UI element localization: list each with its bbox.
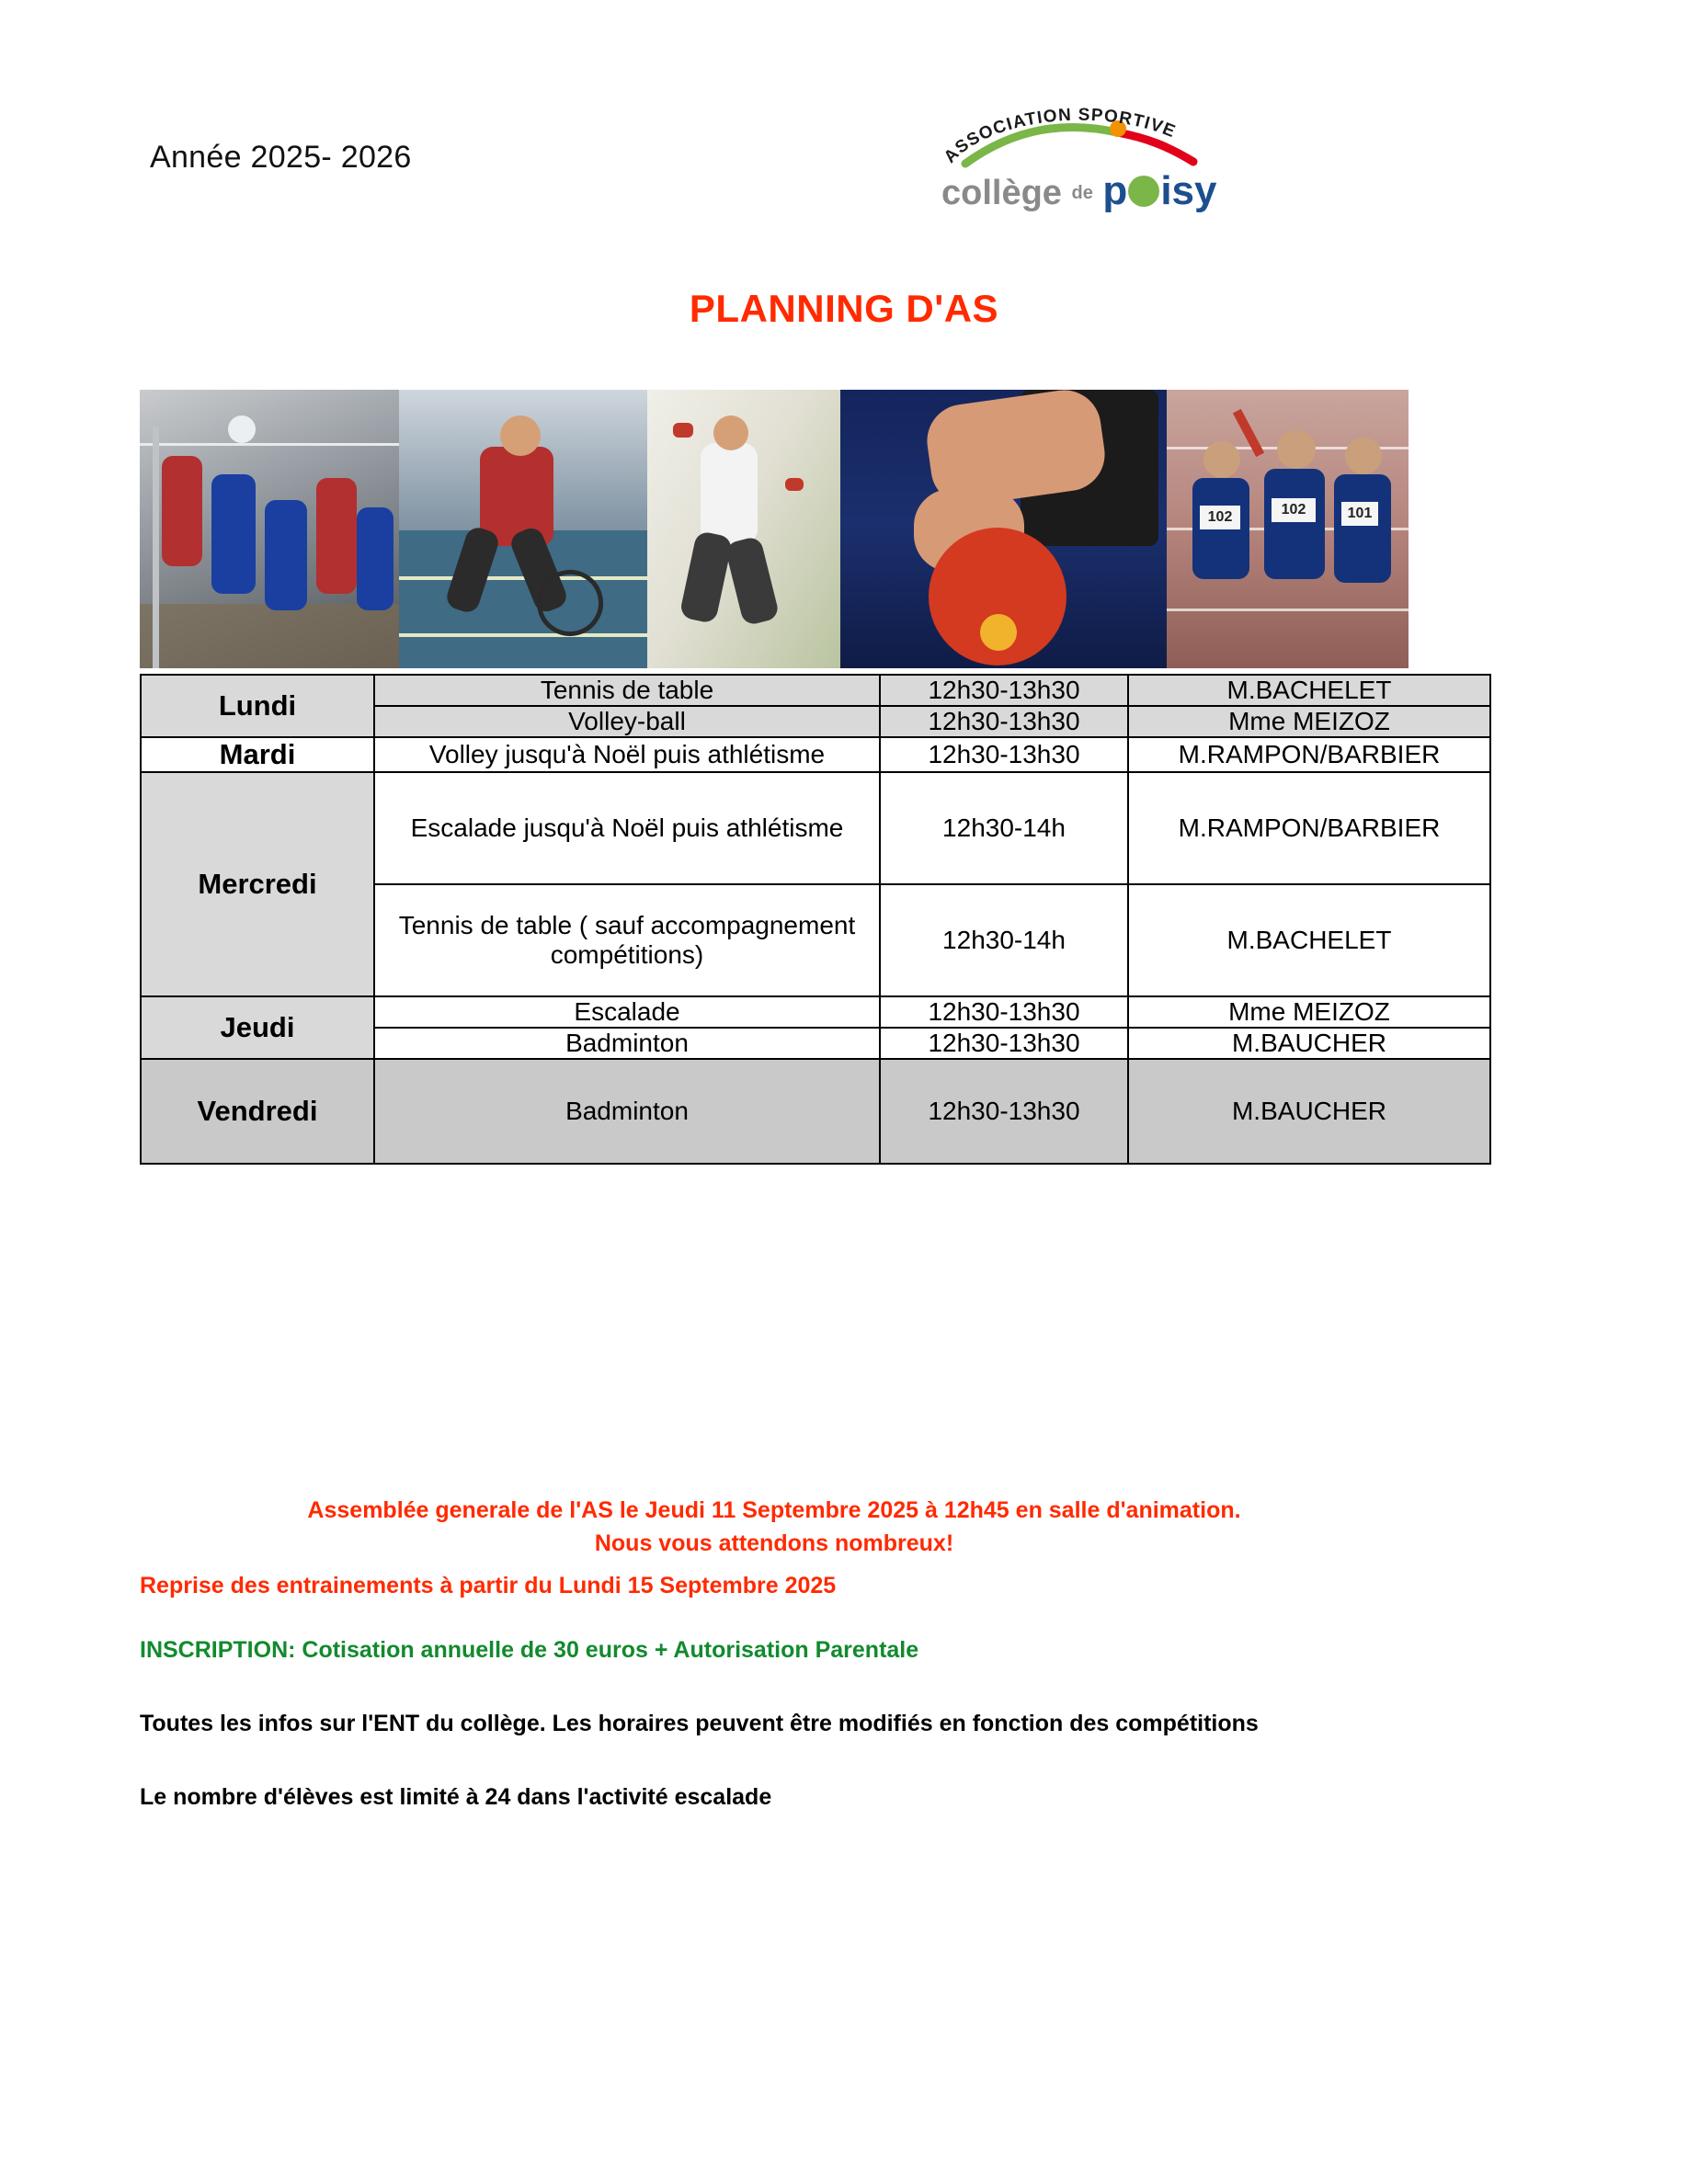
runner-body xyxy=(1264,469,1325,579)
schedule-teacher: M.BACHELET xyxy=(1128,884,1490,996)
schedule-time: 12h30-13h30 xyxy=(880,706,1128,737)
logo-poisy-word: p isy xyxy=(1102,168,1217,213)
schedule-activity: Tennis de table ( sauf accompagnement compétitions) xyxy=(374,884,880,996)
volleyball-player xyxy=(357,507,393,610)
logo-college-word: collège xyxy=(941,174,1062,212)
runner-head xyxy=(1345,438,1382,474)
volleyball-ball xyxy=(228,415,256,443)
schedule-teacher: M.RAMPON/BARBIER xyxy=(1128,772,1490,884)
photo-strip xyxy=(140,390,1409,668)
school-year-label: Année 2025- 2026 xyxy=(150,140,412,175)
volleyball-photo xyxy=(140,390,399,668)
schedule-activity: Volley jusqu'à Noël puis athlétisme xyxy=(374,737,880,772)
athletics-photo xyxy=(1167,390,1409,668)
association-logo xyxy=(929,101,1232,230)
info-note: Toutes les infos sur l'ENT du collège. Les horaires peuvent être modifiés en fonction des compétitions xyxy=(140,1711,1259,1736)
schedule-body xyxy=(141,675,1490,1164)
schedule-teacher: M.BACHELET xyxy=(1128,675,1490,706)
schedule-day: Mardi xyxy=(141,737,374,772)
runner-bib: 101 xyxy=(1341,502,1378,526)
volleyball-player xyxy=(162,456,202,566)
runner-bib: 102 xyxy=(1272,498,1316,522)
page-title: PLANNING D'AS xyxy=(689,287,999,330)
schedule-day: Vendredi xyxy=(141,1059,374,1164)
badminton-player-head xyxy=(500,415,541,456)
table-row xyxy=(141,1059,1490,1164)
schedule-activity: Tennis de table xyxy=(374,675,880,706)
schedule-teacher: Mme MEIZOZ xyxy=(1128,996,1490,1028)
climbing-hold xyxy=(785,478,804,491)
runner-body xyxy=(1334,474,1391,583)
table-tennis-ball-icon xyxy=(980,614,1017,651)
table-row xyxy=(141,996,1490,1028)
badminton-court-line xyxy=(399,633,647,637)
assembly-note-line1: Assemblée generale de l'AS le Jeudi 11 Septembre 2025 à 12h45 en salle d'animation. xyxy=(307,1497,1241,1523)
schedule-time: 12h30-13h30 xyxy=(880,675,1128,706)
volleyball-player xyxy=(211,474,256,594)
climber-head xyxy=(713,415,748,450)
schedule-time: 12h30-14h xyxy=(880,772,1128,884)
schedule-time: 12h30-13h30 xyxy=(880,1028,1128,1059)
schedule-teacher: M.RAMPON/BARBIER xyxy=(1128,737,1490,772)
table-tennis-photo xyxy=(840,390,1167,668)
document-header xyxy=(0,105,1688,248)
schedule-time: 12h30-13h30 xyxy=(880,996,1128,1028)
schedule-time: 12h30-14h xyxy=(880,884,1128,996)
volleyball-floor xyxy=(140,604,399,668)
schedule-activity: Badminton xyxy=(374,1059,880,1164)
logo-green-dot-icon xyxy=(1128,176,1159,207)
schedule-activity: Escalade jusqu'à Noël puis athlétisme xyxy=(374,772,880,884)
climber-body xyxy=(701,443,758,544)
runner-head xyxy=(1203,441,1240,478)
runner-bib: 102 xyxy=(1200,506,1240,529)
inscription-note: INSCRIPTION: Cotisation annuelle de 30 euros + Autorisation Parentale xyxy=(140,1637,919,1663)
schedule-activity: Badminton xyxy=(374,1028,880,1059)
schedule-day: Lundi xyxy=(141,675,374,737)
schedule-day: Mercredi xyxy=(141,772,374,996)
volleyball-player xyxy=(265,500,307,610)
volleyball-post xyxy=(153,427,159,668)
table-row xyxy=(141,772,1490,884)
badminton-photo xyxy=(399,390,647,668)
assembly-note xyxy=(140,1494,1409,1560)
schedule-activity: Escalade xyxy=(374,996,880,1028)
schedule-day: Jeudi xyxy=(141,996,374,1059)
assembly-note-line2: Nous vous attendons nombreux! xyxy=(594,1530,954,1556)
track-lane-line xyxy=(1167,609,1409,611)
resumption-note: Reprise des entrainements à partir du Lundi 15 Septembre 2025 xyxy=(140,1573,837,1598)
schedule-time: 12h30-13h30 xyxy=(880,737,1128,772)
logo-de-word: de xyxy=(1071,183,1093,203)
volleyball-player xyxy=(316,478,357,594)
schedule-time: 12h30-13h30 xyxy=(880,1059,1128,1164)
schedule-activity: Volley-ball xyxy=(374,706,880,737)
climbing-photo xyxy=(647,390,840,668)
logo-wordmark xyxy=(941,168,1226,213)
volleyball-net xyxy=(140,443,399,446)
climbing-hold xyxy=(673,423,693,438)
schedule-teacher: M.BAUCHER xyxy=(1128,1028,1490,1059)
table-row xyxy=(141,675,1490,706)
limit-note: Le nombre d'élèves est limité à 24 dans l'activité escalade xyxy=(140,1784,772,1810)
schedule-teacher: Mme MEIZOZ xyxy=(1128,706,1490,737)
as-schedule-table xyxy=(140,674,1491,1165)
table-row xyxy=(141,737,1490,772)
svg-text:ASSOCIATION SPORTIVE: ASSOCIATION SPORTIVE xyxy=(940,105,1179,167)
schedule-teacher: M.BAUCHER xyxy=(1128,1059,1490,1164)
runner-head xyxy=(1277,430,1316,469)
